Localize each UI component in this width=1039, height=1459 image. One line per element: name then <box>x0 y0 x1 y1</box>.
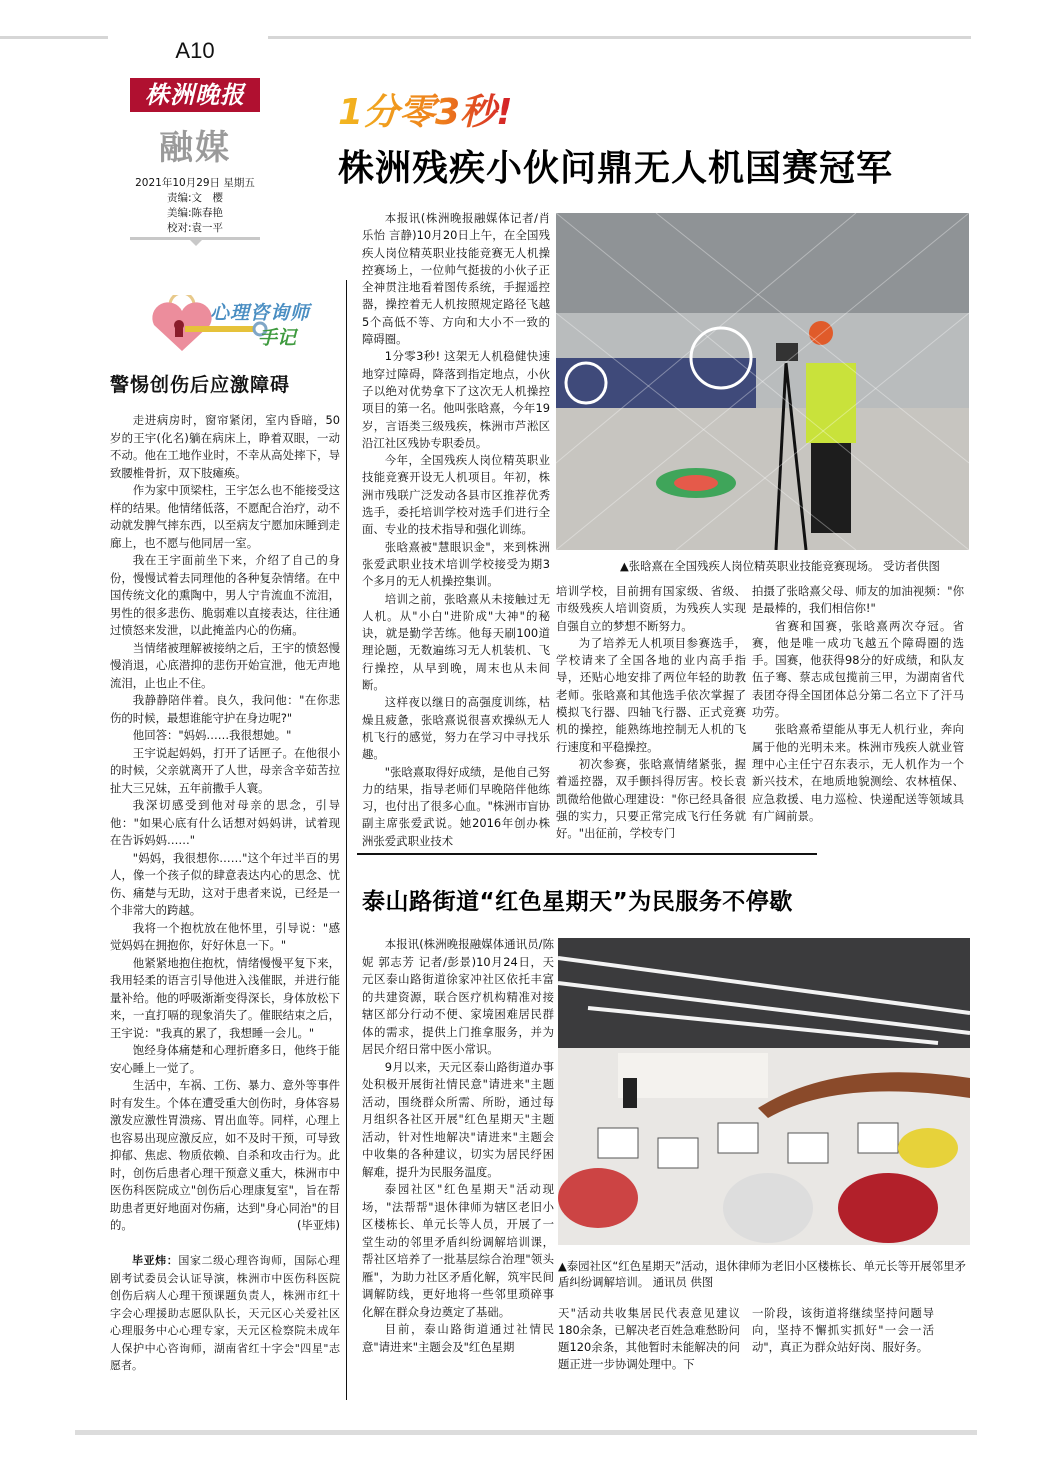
paragraph: 当情绪被理解被接纳之后，王宇的愤怒慢慢消退，心底潜抑的悲伤开始宣泄，他无声地流泪，止也止不住。 <box>110 640 340 690</box>
column-headline: 警惕创伤后应激障碍 <box>110 374 291 396</box>
paragraph: 张晗熹被"慧眼识金"，来到株洲张爱武职业技术培训学校接受为期3个多月的无人机操控集训。 <box>362 539 550 589</box>
page-meta <box>118 176 272 236</box>
paragraph: 省赛和国赛，张晗熹两次夺冠。省赛，他是唯一成功飞越五个障碍圈的选手。国赛，他获得98分的好成绩，和队友伍子骞、蔡志成包揽前三甲，为湖南省代表团夺得全国团体总分第二名立下了汗马功劳。 <box>752 618 964 720</box>
paragraph: "张晗熹取得好成绩，是他自己努力的结果，指导老师们早晚陪伴他练习，也付出了很多心血。"株洲市盲协副主席张爱武说。她2016年创办株洲张爱武职业技术 <box>362 764 550 848</box>
credit-line: 校对:袁一平 <box>166 222 224 234</box>
bottom-rule <box>75 1430 977 1435</box>
top-rule-right <box>268 36 971 39</box>
author-bio-name: 毕亚炜： <box>132 1254 179 1267</box>
paragraph: 饱经身体痛楚和心理折磨多日，他终于能安心睡上一觉了。 <box>110 1043 340 1075</box>
newspaper-masthead: 株洲晚报 <box>130 78 260 112</box>
article1-column-3 <box>752 583 964 825</box>
credit-line: 责编:文 樱 <box>166 192 224 204</box>
paragraph: 为了培养无人机项目参赛选手，学校请来了全国各地的业内高手指导，还贴心地安排了两位年轻的助教老师。张晗熹和其他选手依次掌握了模拟飞行器、四轴飞行器、正式竞赛机的操控，能熟练地控制无人机的飞行速度和平稳操控。 <box>556 635 746 754</box>
paragraph: 作为家中顶梁柱，王宇怎么也不能接受这样的结果。他情绪低落，不愿配合治疗，动不动就发脾气摔东西，以至病友宁愿加床睡到走廊上，也不愿与他同居一室。 <box>110 483 340 550</box>
paragraph: 培训学校，目前拥有国家级、省级、市级残疾人培训资质，为残疾人实现自强自立的梦想不断努力。 <box>556 584 746 633</box>
paragraph: 我将一个抱枕放在他怀里，引导说："感觉妈妈在拥抱你，好好休息一下。" <box>110 920 340 952</box>
article2-headline: 泰山路街道“红色星期天”为民服务不停歇 <box>362 889 793 915</box>
author-bio <box>110 1252 340 1375</box>
drone-competition-photo-illustration <box>556 213 969 550</box>
paragraph: 张晗熹希望能从事无人机行业，奔向属于他的光明未来。株洲市残疾人就业管理中心主任宁召东表示，无人机作为一个新兴技术，在地质地貌测绘、农林植保、应急救援、电力巡检、快递配送等领域具有广阔前景。 <box>752 722 964 823</box>
paragraph: 王宇说起妈妈，打开了话匣子。在他很小的时候，父亲就离开了人世，母亲含辛茹苦拉扯大三兄妹，五年前撒手人寰。 <box>110 745 340 795</box>
paragraph: 9月以来，天元区泰山路街道办事处积极开展街社情民意"请进来"主题活动，围绕群众所需、所盼，通过每月组织各社区开展"红色星期天"主题活动，针对性地解决"请进来"主题会中收集的各种建议，切实为居民纾困解难，提升为民服务温度。 <box>362 1059 554 1179</box>
section-title: 融媒 <box>159 128 231 168</box>
community-training-photo-illustration <box>558 938 970 1245</box>
paragraph: 本报讯(株洲晚报融媒体记者/肖乐怡 言静)10月20日上午，在全国残疾人岗位精英职业技能竞赛无人机操控赛场上，一位帅气挺拔的小伙子正全神贯注地看着图传系统，手握遥控器，操控着无人机按照规定路径飞越5个高低不等、方向和大小不一致的障碍圈。 <box>362 211 550 347</box>
paragraph: 目前，泰山路街道通过社情民意"请进来"主题会及"红色星期 <box>362 1322 554 1354</box>
author-signature: (毕亚炜) <box>296 1218 340 1232</box>
column-body <box>110 412 340 1235</box>
article1-photo-caption: ▲张晗熹在全国残疾人岗位精英职业技能竞赛现场。 受访者供图 <box>620 559 940 573</box>
paragraph: 拍摄了张晗熹父母、师友的加油视频："你是最棒的，我们相信你!" <box>752 584 964 616</box>
paragraph: 生活中，车祸、工伤、暴力、意外等事件时有发生。个体在遭受重大创伤时，身体容易激发应激性胃溃疡、胃出血等。同样，心理上也容易出现应激反应，如不及时干预，可导致抑郁、焦虑、物质依赖、自杀和攻击行为。此时，创伤后患者心理干预意义重大，株洲市中医伤科医院成立"创伤后心理康复室"，旨在帮助患者更好地面对伤痛，达到"身心同治"的目的。 <box>110 1078 340 1232</box>
column-logo-title: 心理咨询师 <box>210 302 311 324</box>
paragraph: 1分零3秒! 这架无人机稳健快速地穿过障碍，降落到指定地点，小伙子以绝对优势拿下了这次无人机操控项目的第一名。他叫张晗熹，今年19岁，言语类三级残疾，株洲市芦淞区沿江社区残协专职委员。 <box>362 349 550 450</box>
article2-column-1 <box>362 936 554 1356</box>
community-training-photo <box>558 938 970 1245</box>
meta-divider-caret-icon <box>188 238 204 246</box>
article1-kicker: 1分零3秒! <box>338 84 513 135</box>
paragraph: 他回答："妈妈……我很想她。" <box>132 728 292 742</box>
article1-column-1 <box>362 210 550 850</box>
credit-line: 美编:陈春艳 <box>166 207 224 219</box>
paragraph: 天"活动共收集居民代表意见建议180余条，已解决老百姓急难愁盼问题120余条，其他暂时未能解决的问题正进一步协调处理中。下 <box>558 1306 740 1371</box>
paragraph: 培训之前，张晗熹从未接触过无人机。从"小白"进阶成"大神"的秘诀，就是勤学苦练。他每天刷100道理论题，无数遍练习无人机装机、飞行操控，从早到晚，周末也从未间断。 <box>362 591 550 693</box>
article2-column-2 <box>558 1305 740 1373</box>
paragraph: 他紧紧地抱住抱枕，情绪慢慢平复下来，我用轻柔的语言引导他进入浅催眠，并进行能量补给。他的呼吸渐渐变得深长，身体放松下来，一直打嗝的现象消失了。催眠结束之后，王宇说："我真的累了，我想睡一会儿。" <box>110 955 340 1040</box>
article-divider <box>357 853 817 855</box>
column-logo-subtitle: 手记 <box>258 327 297 349</box>
paragraph: 一阶段，该街道将继续坚持问题导向，坚持不懈抓实抓好"一会一活动"，真正为群众站好岗、服好务。 <box>752 1306 934 1354</box>
article2-photo-caption: ▲泰园社区“红色星期天”活动，退休律师为老旧小区楼栋长、单元长等开展邻里矛盾纠纷调解培训。 通讯员 供图 <box>558 1259 966 1289</box>
article1-headline: 株洲残疾小伙问鼎无人机国赛冠军 <box>338 148 894 189</box>
paragraph: 我静静陪伴着。良久，我问他："在你悲伤的时候，最想谁能守护在身边呢?" <box>110 693 340 725</box>
issue-date: 2021年10月29日 星期五 <box>135 177 255 189</box>
author-bio-text: 国家二级心理咨询师，国际心理剧考试委员会认证导演，株洲市中医伤科医院创伤后病人心理干预课题负责人，株洲市红十字会心理援助志愿队队长，天元区心关爱社区心理服务中心心理专家，天元区检察院未成年人保护中心咨询师，湖南省红十字会"四星"志愿者。 <box>110 1254 341 1372</box>
top-rule-left <box>0 36 108 39</box>
article2-column-3 <box>752 1305 934 1356</box>
paragraph: 我在王宇面前坐下来，介绍了自己的身份，慢慢试着去同理他的各种复杂情绪。在中国传统文化的熏陶中，男人宁肯流血不流泪，男性的很多悲伤、脆弱难以直接表达，往往通过愤怒来发泄，以此掩盖内心的伤痛。 <box>110 553 340 637</box>
page-number: A10 <box>175 38 215 63</box>
drone-competition-photo <box>556 213 969 550</box>
paragraph: "妈妈，我很想你……"这个年过半百的男人，像一个孩子似的肆意表达内心的思念、忧伤、痛楚与无助，这对于患者来说，已经是一个非常大的跨越。 <box>110 850 340 917</box>
paragraph: 走进病房时，窗帘紧闭，室内昏暗，50岁的王宇(化名)躺在病床上，睁着双眼，一动不动。他在工地作业时，不幸从高处摔下，导致腰椎骨折，双下肢瘫痪。 <box>110 413 340 480</box>
paragraph: 今年，全国残疾人岗位精英职业技能竞赛开设无人机项目。年初，株洲市残联广泛发动各县市区推荐优秀选手，委托培训学校对选手们进行全面、专业的技术指导和强化训练。 <box>362 453 550 537</box>
paragraph: 本报讯(株洲晚报融媒体通讯员/陈妮 郭志芳 记者/彭景)10月24日，天元区泰山路街道徐家冲社区依托丰富的共建资源，联合医疗机构精准对接辖区部分行动不便、家境困难居民群体的需求，提供上门推拿服务，并为居民介绍日常中医小常识。 <box>362 937 554 1056</box>
column-divider <box>346 280 347 1400</box>
article1-column-2 <box>556 583 746 842</box>
paragraph: 初次参赛，张晗熹情绪紧张，握着遥控器，双手颤抖得厉害。校长袁凯微给他做心理建设："你已经具备很强的实力，只要正常完成飞行任务就好。"出征前，学校专门 <box>556 756 746 841</box>
paragraph: 泰园社区"红色星期天"活动现场，"法帮帮"退休律师为辖区老旧小区楼栋长、单元长等人员，开展了一堂生动的邻里矛盾纠纷调解培训课，帮社区培养了一批基层综合治理"领头雁"，为助力社区矛盾化解，筑牢民间调解防线，更好地将一些邻里琐碎事化解在群众身边奠定了基础。 <box>362 1182 554 1319</box>
paragraph: 我深切感受到他对母亲的思念，引导他："如果心底有什么话想对妈妈讲，试着现在告诉妈妈……" <box>110 798 340 847</box>
paragraph: 这样夜以继日的高强度训练，枯燥且疲惫，张晗熹说很喜欢操纵无人机飞行的感觉，努力在学习中寻找乐趣。 <box>362 695 550 762</box>
